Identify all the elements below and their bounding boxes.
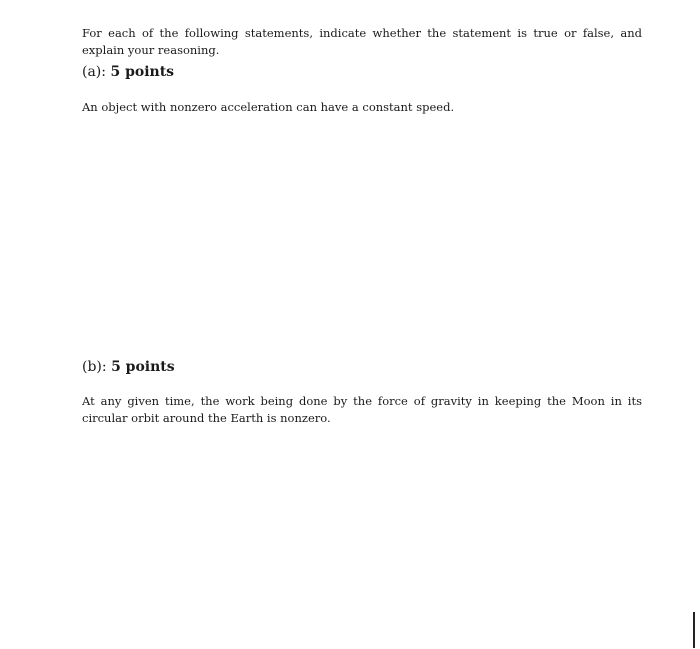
scrollbar-thumb[interactable]: [693, 612, 695, 648]
part-b-points: 5 points: [111, 359, 175, 375]
part-a-statement: An object with nonzero acceleration can have a constant speed.: [82, 99, 455, 114]
instructions-text: For each of the following statements, indicate whether the statement is true or false, and explain your reasoning.: [82, 25, 642, 57]
part-a-heading: [82, 63, 174, 81]
part-b-heading: [82, 358, 175, 376]
part-a-label: (a):: [82, 64, 106, 80]
part-b-statement: At any given time, the work being done by the force of gravity in keeping the Moon in its circular orbit around the Earth is nonzero.: [82, 393, 642, 425]
part-b-label: (b):: [82, 359, 107, 375]
part-a-points: 5 points: [110, 64, 175, 80]
